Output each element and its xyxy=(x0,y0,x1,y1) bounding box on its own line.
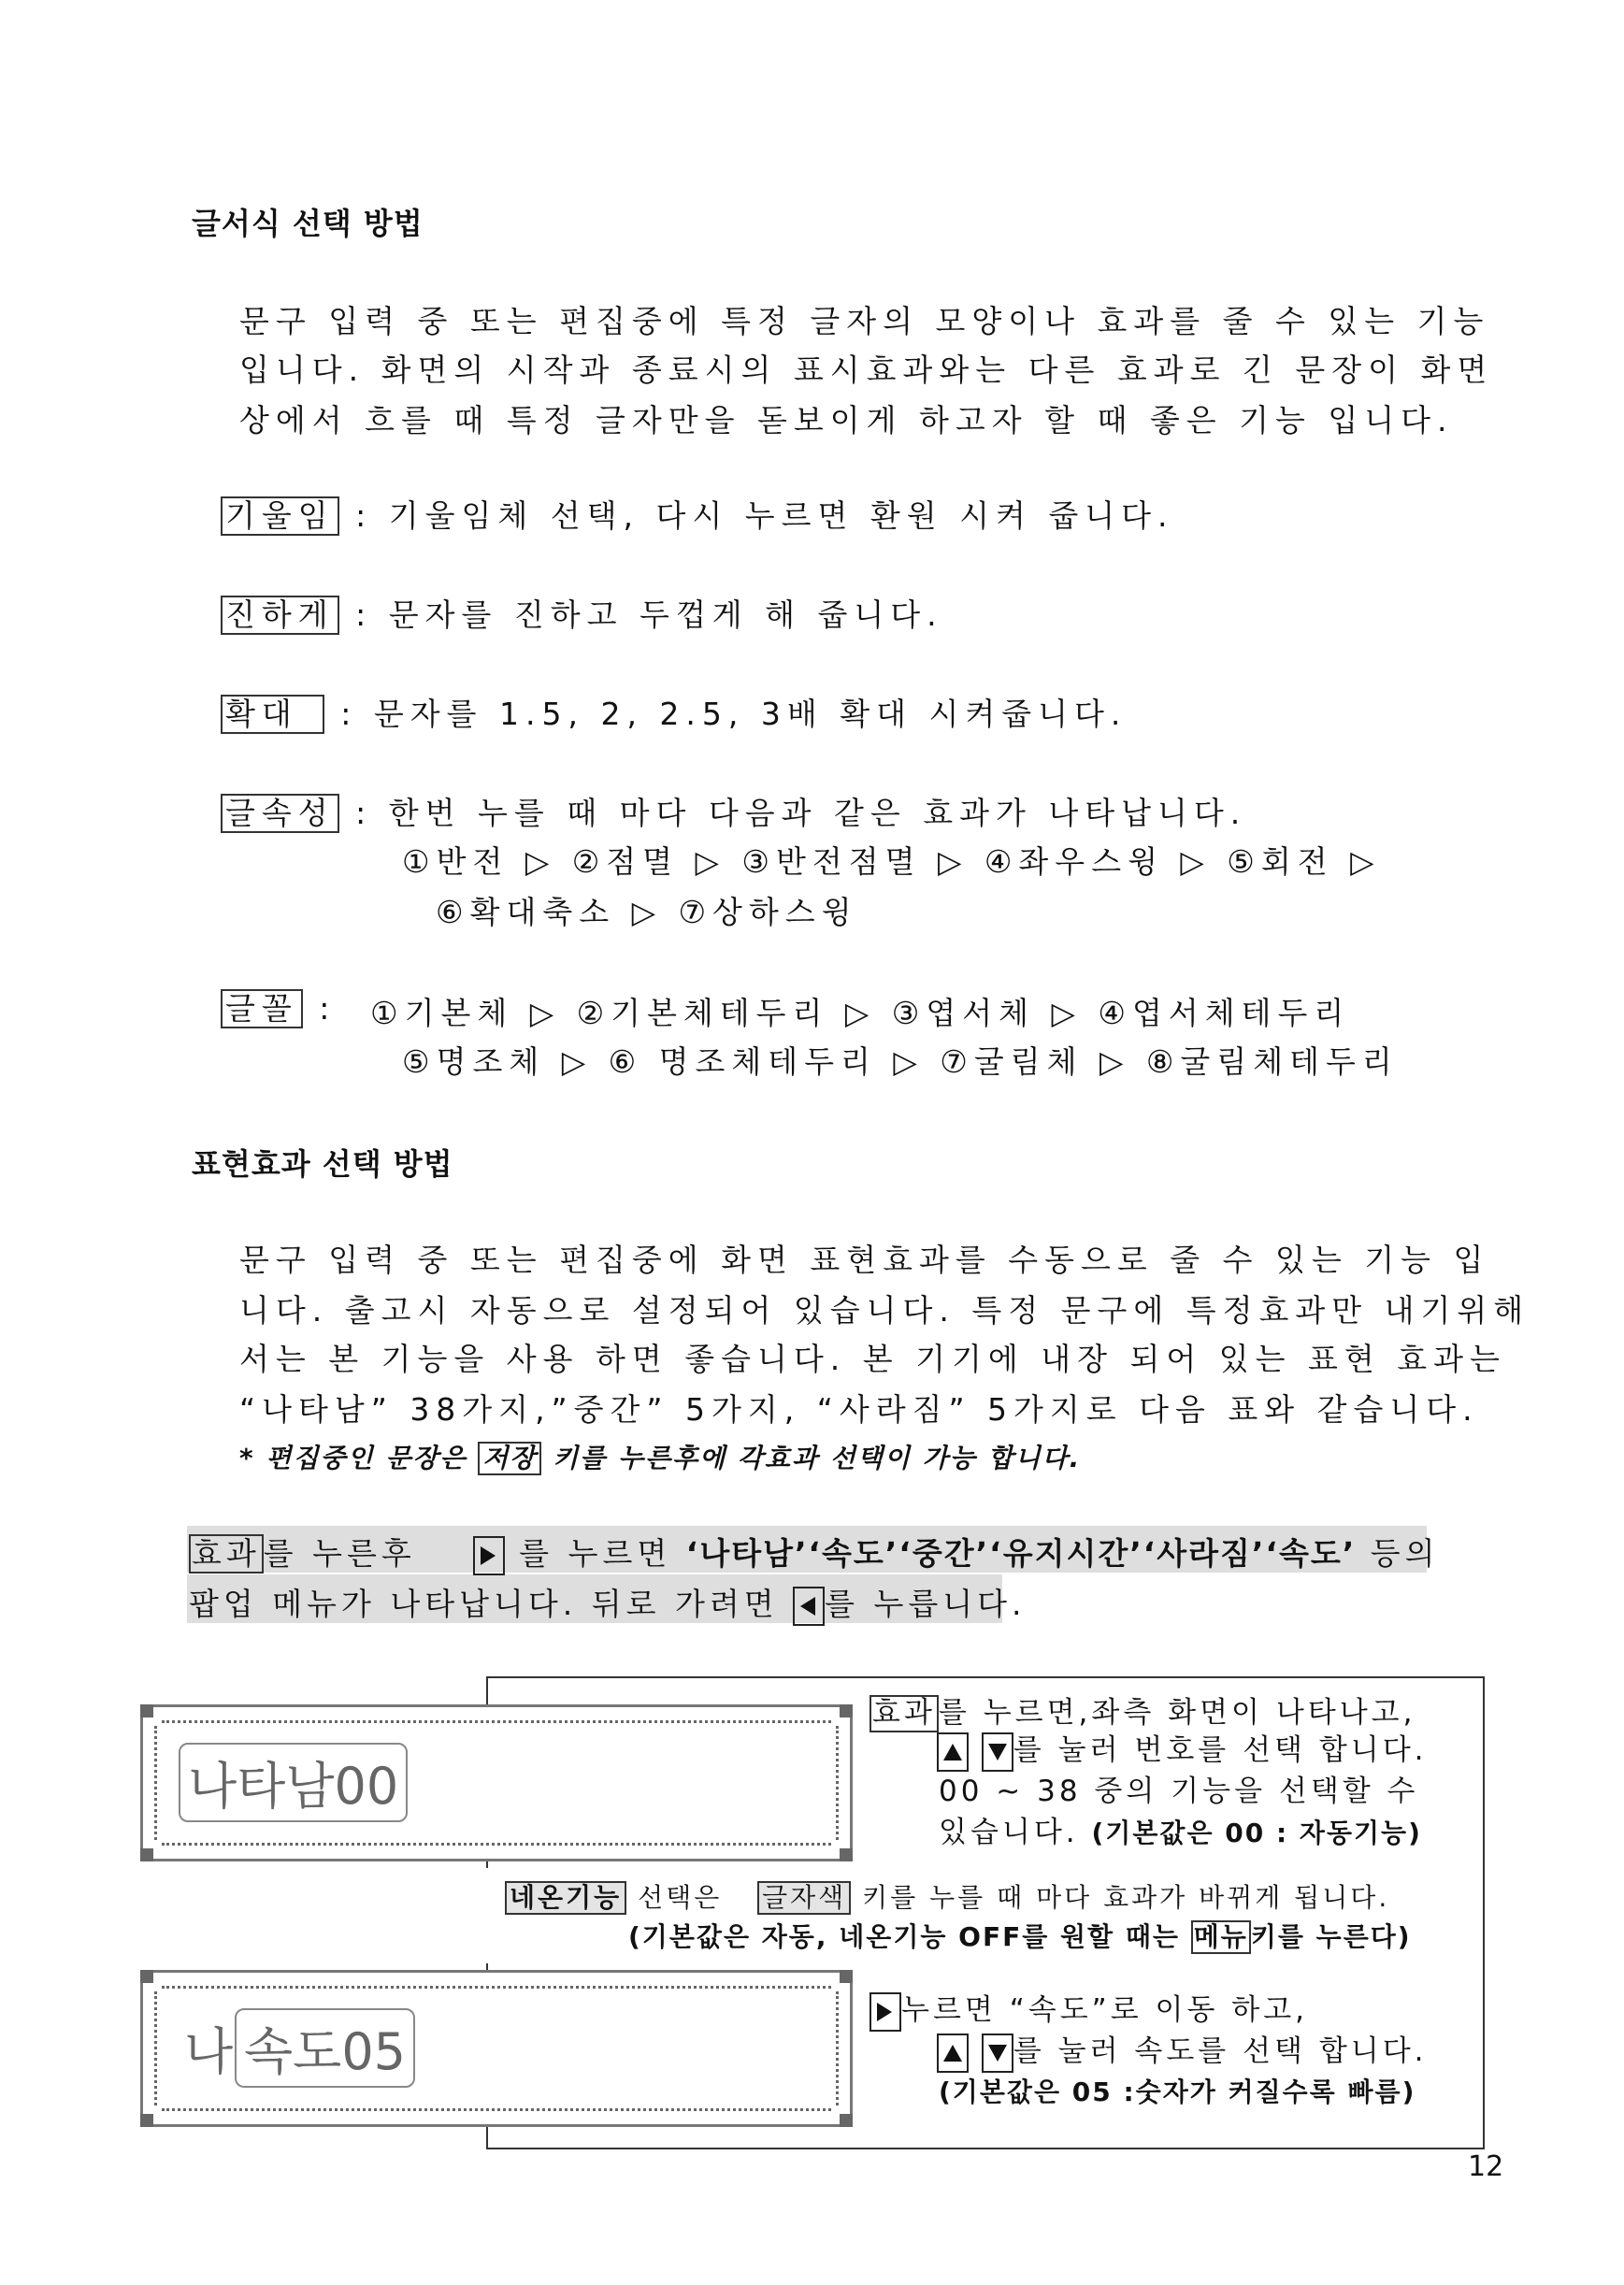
save-key: 저장 xyxy=(478,1442,541,1475)
panel-line xyxy=(869,1986,1308,2032)
popup-menu-items: ‘나타남’‘속도’‘중간’‘유지시간’‘사라짐’‘속도’ xyxy=(685,1535,1357,1572)
panel-text: 00 ~ 38 중의 기능을 선택할 수 xyxy=(939,1775,1419,1808)
attr-options-line: ①반전 ▷ ②점멸 ▷ ③반전점멸 ▷ ④좌우스윙 ▷ ⑤회전 ▷ xyxy=(402,843,1381,880)
font-key: 글꼴 xyxy=(221,989,303,1028)
neon-note-text: 키를 누른다) xyxy=(1250,1921,1412,1952)
bold-desc: : 문자를 진하고 두껍게 해 줍니다. xyxy=(355,596,943,633)
hl-text: 를 누릅니다. xyxy=(825,1586,1027,1622)
intro-line: 문구 입력 중 또는 편집중에 화면 표현효과를 수동으로 줄 수 있는 기능 입 xyxy=(239,1242,1490,1278)
section-title-effect: 표현효과 선택 방법 xyxy=(192,1146,453,1182)
panel-text: 있습니다. xyxy=(939,1816,1079,1849)
effect-key: 효과 xyxy=(189,1534,264,1574)
neon-text: 선택은 xyxy=(638,1882,723,1913)
neon-note-text: (기본값은 자동, 네온기능 OFF를 원할 때는 xyxy=(628,1921,1180,1952)
bold-key: 진하게 xyxy=(221,596,339,635)
item-italic xyxy=(221,492,1173,536)
frame-gap xyxy=(486,1868,488,1963)
section-title-format: 글서식 선택 방법 xyxy=(192,206,424,241)
italic-desc: : 기울임체 선택, 다시 누르면 환원 시켜 줍니다. xyxy=(355,497,1174,534)
hl-text: 팝업 메뉴가 나타납니다. 뒤로 가려면 xyxy=(189,1586,779,1622)
highlight-line-1 xyxy=(189,1530,1440,1575)
panel-line xyxy=(937,1726,1428,1772)
attr-key: 글속성 xyxy=(221,794,339,833)
effect-key: 효과 xyxy=(869,1695,939,1732)
panel-text: 누르면 “속도”로 이동 하고, xyxy=(901,1993,1308,2027)
font-options-line: ①기본체 ▷ ②기본체테두리 ▷ ③엽서체 ▷ ④엽서체테두리 xyxy=(370,995,1351,1031)
led-display-appear xyxy=(140,1704,853,1861)
led-text: 나타남00 xyxy=(179,1743,408,1822)
font-options-line: ⑤명조체 ▷ ⑥ 명조체테두리 ▷ ⑦굴림체 ▷ ⑧굴림체테두리 xyxy=(402,1043,1399,1080)
led-display-speed xyxy=(140,1970,853,2127)
led-text: 속도05 xyxy=(235,2008,415,2088)
right-arrow-key-icon xyxy=(869,1992,901,2032)
intro-line: “나타남” 38가지,”중간” 5가지, “사라짐” 5가지로 다음 표와 같습니다. xyxy=(239,1391,1479,1428)
hl-text: 등의 xyxy=(1370,1535,1440,1572)
item-font xyxy=(221,989,336,1028)
item-zoom xyxy=(221,690,1127,734)
panel-text: 를 누르면,좌측 화면이 나타나고, xyxy=(938,1696,1416,1730)
save-note xyxy=(239,1438,1081,1475)
neon-line xyxy=(505,1877,1389,1915)
neon-text: 키를 누를 때 마다 효과가 바뀌게 됩니다. xyxy=(862,1882,1390,1913)
right-arrow-key-icon xyxy=(473,1536,505,1575)
down-arrow-key-icon xyxy=(982,1732,1013,1772)
color-key: 글자색 xyxy=(757,1881,851,1915)
panel-text: 를 눌러 속도를 선택 합니다. xyxy=(1013,2034,1428,2068)
down-arrow-key-icon xyxy=(982,2034,1013,2073)
note-text: * 편집중인 문장은 xyxy=(239,1443,467,1473)
panel-line xyxy=(939,1808,1422,1850)
note-text: 키를 누른후에 각효과 선택이 가능 합니다. xyxy=(553,1443,1082,1473)
item-attr xyxy=(221,789,1246,833)
neon-note xyxy=(628,1917,1412,1954)
intro-line: 상에서 흐를 때 특정 글자만을 돋보이게 하고자 할 때 좋은 기능 입니다. xyxy=(239,402,1454,438)
default-note: (기본값은 05 :숫자가 커질수록 빠름) xyxy=(939,2077,1416,2107)
item-bold xyxy=(221,591,943,635)
left-arrow-key-icon xyxy=(793,1587,825,1626)
attr-desc: : 한번 누를 때 마다 다음과 같은 효과가 나타납니다. xyxy=(355,795,1247,831)
intro-line: 서는 본 기능을 사용 하면 좋습니다. 본 기기에 내장 되어 있는 표현 효과는 xyxy=(239,1341,1506,1377)
hl-text: 를 누르면 xyxy=(519,1535,672,1572)
italic-key: 기울임 xyxy=(221,496,339,536)
page-number: 12 xyxy=(1468,2150,1504,2183)
font-desc: : xyxy=(319,990,337,1027)
up-arrow-key-icon xyxy=(937,2034,969,2073)
zoom-key: 확대 xyxy=(221,695,324,734)
highlight-line-2 xyxy=(189,1580,1027,1626)
zoom-desc: : 문자를 1.5, 2, 2.5, 3배 확대 시켜줍니다. xyxy=(340,696,1128,732)
up-arrow-key-icon xyxy=(937,1732,969,1772)
panel-line xyxy=(937,2027,1428,2073)
panel-text: 를 눌러 번호를 선택 합니다. xyxy=(1013,1733,1428,1767)
default-note: (기본값은 00 : 자동기능) xyxy=(1091,1818,1422,1848)
neon-key: 네온기능 xyxy=(505,1881,626,1915)
intro-line: 입니다. 화면의 시작과 종료시의 표시효과와는 다른 효과로 긴 문장이 화면 xyxy=(239,352,1494,388)
attr-options-line: ⑥확대축소 ▷ ⑦상하스윙 xyxy=(436,894,858,930)
intro-line: 문구 입력 중 또는 편집중에 특정 글자의 모양이나 효과를 줄 수 있는 기능 xyxy=(239,303,1490,339)
menu-key: 메뉴 xyxy=(1191,1920,1251,1954)
hl-text: 를 누른후 xyxy=(263,1535,416,1572)
led-prefix: 나 xyxy=(184,2022,234,2081)
intro-line: 니다. 출고시 자동으로 설정되어 있습니다. 특정 문구에 특정효과만 내기위해 xyxy=(239,1292,1531,1329)
